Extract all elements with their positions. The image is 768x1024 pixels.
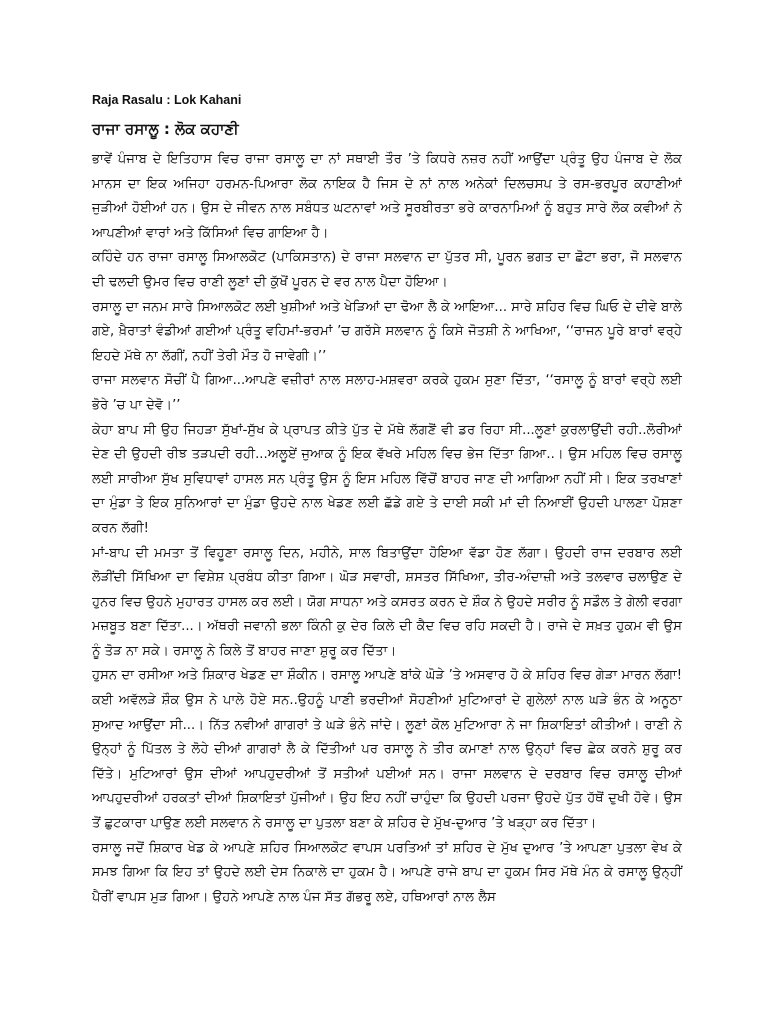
paragraph: ਕਹਿੰਦੇ ਹਨ ਰਾਜਾ ਰਸਾਲੂ ਸਿਆਲਕੋਟ (ਪਾਕਿਸਤਾਨ) ਦੇ ਰਾਜਾ ਸਲਵਾਨ ਦਾ ਪੁੱਤਰ ਸੀ, ਪੂਰਨ ਭਗਤ ਦਾ ਛੋਟਾ ਭਰਾ, ਜੋ ਸਲਵਾਨ ਦੀ ਢਲਦੀ ਉਮਰ ਵਿਚ ਰਾਣੀ ਲੂਣਾਂ ਦੀ ਕੁੱਖੋਂ ਪੂਰਨ ਦੇ ਵਰ ਨਾਲ ਪੈਦਾ ਹੋਇਆ। xyxy=(92,250,682,290)
paragraph: ਭਾਵੇਂ ਪੰਜਾਬ ਦੇ ਇਤਿਹਾਸ ਵਿਚ ਰਾਜਾ ਰਸਾਲੂ ਦਾ ਨਾਂ ਸਥਾਈ ਤੌਰ ’ਤੇ ਕਿਧਰੇ ਨਜ਼ਰ ਨਹੀਂ ਆਉਂਦਾ ਪ੍ਰੰਤੂ ਉਹ ਪੰਜਾਬ ਦੇ ਲੋਕ ਮਾਨਸ ਦਾ ਇਕ ਅਜਿਹਾ ਹਰਮਨ-ਪਿਆਰਾ ਲੋਕ ਨਾਇਕ ਹੈ ਜਿਸ ਦੇ ਨਾਂ ਨਾਲ ਅਨੇਕਾਂ ਦਿਲਚਸਪ ਤੇ ਰਸ-ਭਰਪੂਰ ਕਹਾਣੀਆਂ ਜੁੜੀਆਂ ਹੋਈਆਂ ਹਨ। ਉਸ ਦੇ ਜੀਵਨ ਨਾਲ ਸਬੰਧਤ ਘਟਨਾਵਾਂ ਅਤੇ ਸੂਰਬੀਰਤਾ ਭਰੇ ਕਾਰਨਾਮਿਆਂ ਨੂੰ ਬਹੁਤ ਸਾਰੇ ਲੋਕ ਕਵੀਆਂ ਨੇ ਆਪਣੀਆਂ ਵਾਰਾਂ ਅਤੇ ਕਿੱਸਿਆਂ ਵਿਚ ਗਾਇਆ ਹੈ। xyxy=(92,152,682,241)
paragraph: ਕੇਹਾ ਬਾਪ ਸੀ ਉਹ ਜਿਹੜਾ ਸੁੱਖਾਂ-ਸੁੱਖ ਕੇ ਪ੍ਰਾਪਤ ਕੀਤੇ ਪੁੱਤ ਦੇ ਮੱਥੇ ਲੱਗਣੋਂ ਵੀ ਡਰ ਰਿਹਾ ਸੀ...ਲੂਣਾਂ ਕੁਰਲਾਉਂਦੀ ਰਹੀ..ਲੋਰੀਆਂ ਦੇਣ ਦੀ ਉਹਦੀ ਰੀਝ ਤੜਪਦੀ ਰਹੀ...ਅਲੂਏਂ ਜੁਆਕ ਨੂੰ ਇਕ ਵੱਖਰੇ ਮਹਿਲ ਵਿਚ ਭੇਜ ਦਿੱਤਾ ਗਿਆ..। ਉਸ ਮਹਿਲ ਵਿਚ ਰਸਾਲੂ ਲਈ ਸਾਰੀਆ ਸੁੱਖ ਸੁਵਿਧਾਵਾਂ ਹਾਸਲ ਸਨ ਪ੍ਰੰਤੂ ਉਸ ਨੂੰ ਇਸ ਮਹਿਲ ਵਿੱਚੋਂ ਬਾਹਰ ਜਾਣ ਦੀ ਆਗਿਆ ਨਹੀਂ ਸੀ। ਇਕ ਤਰਖਾਣਾਂ ਦਾ ਮੁੰਡਾ ਤੇ ਇਕ ਸੁਨਿਆਰਾਂ ਦਾ ਮੁੰਡਾ ਉਹਦੇ ਨਾਲ ਖੇਡਣ ਲਈ ਛੱਡੇ ਗਏ ਤੇ ਦਾਈ ਸਕੀ ਮਾਂ ਦੀ ਨਿਆਈਂ ਉਹਦੀ ਪਾਲਣਾ ਪੋਸ਼ਣਾ ਕਰਨ ਲੱਗੀ! xyxy=(92,422,682,536)
document-body xyxy=(92,148,682,910)
paragraph: ਰਸਾਲੂ ਦਾ ਜਨਮ ਸਾਰੇ ਸਿਆਲਕੋਟ ਲਈ ਖੁਸ਼ੀਆਂ ਅਤੇ ਖੇੜਿਆਂ ਦਾ ਢੋਆ ਲੈ ਕੇ ਆਇਆ... ਸਾਰੇ ਸ਼ਹਿਰ ਵਿਚ ਘਿਓ ਦੇ ਦੀਵੇ ਬਾਲੇ ਗਏ, ਖ਼ੈਰਾਤਾਂ ਵੰਡੀਆਂ ਗਈਆਂ ਪ੍ਰੰਤੂ ਵਹਿਮਾਂ-ਭਰਮਾਂ ’ਚ ਗਰੱਸੇ ਸਲਵਾਨ ਨੂੰ ਕਿਸੇ ਜੋਤਸ਼ੀ ਨੇ ਆਖਿਆ, ‘‘ਰਾਜਨ ਪੂਰੇ ਬਾਰਾਂ ਵਰ੍ਹੇ ਇਹਦੇ ਮੱਥੇ ਨਾ ਲੱਗੀਂ, ਨਹੀਂ ਤੇਰੀ ਮੌਤ ਹੋ ਜਾਵੇਗੀ।’’ xyxy=(92,299,682,364)
paragraph: ਰਾਜਾ ਸਲਵਾਨ ਸੋਚੀਂ ਪੈ ਗਿਆ...ਆਪਣੇ ਵਜ਼ੀਰਾਂ ਨਾਲ ਸਲਾਹ-ਮਸ਼ਵਰਾ ਕਰਕੇ ਹੁਕਮ ਸੁਣਾ ਦਿੱਤਾ, ‘‘ਰਸਾਲੂ ਨੂੰ ਬਾਰਾਂ ਵਰ੍ਹੇ ਲਈ ਭੋਰੇ ’ਚ ਪਾ ਦੇਵੋ।’’ xyxy=(92,373,682,413)
document-title: ਰਾਜਾ ਰਸਾਲੂ : ਲੋਕ ਕਹਾਣੀ xyxy=(92,120,239,138)
paragraph: ਹੁਸਨ ਦਾ ਰਸੀਆ ਅਤੇ ਸ਼ਿਕਾਰ ਖੇਡਣ ਦਾ ਸ਼ੌਕੀਨ। ਰਸਾਲੂ ਆਪਣੇ ਬਾਂਕੇ ਘੋੜੇ ’ਤੇ ਅਸਵਾਰ ਹੋ ਕੇ ਸ਼ਹਿਰ ਵਿਚ ਗੇੜਾ ਮਾਰਨ ਲੱਗਾ! ਕਈ ਅਵੱਲੜੇ ਸ਼ੌਕ ਉਸ ਨੇ ਪਾਲੇ ਹੋਏ ਸਨ..ਉਹਨੂੰ ਪਾਣੀ ਭਰਦੀਆਂ ਸੋਹਣੀਆਂ ਮੁਟਿਆਰਾਂ ਦੇ ਗੁਲੇਲਾਂ ਨਾਲ ਘੜੇ ਭੰਨ ਕੇ ਅਨੂਠਾ ਸੁਆਦ ਆਉਂਦਾ ਸੀ...। ਨਿੱਤ ਨਵੀਆਂ ਗਾਗਰਾਂ ਤੇ ਘੜੇ ਭੰਨੇ ਜਾਂਦੇ। ਲੂਣਾਂ ਕੋਲ ਮੁਟਿਆਰਾ ਨੇ ਜਾ ਸ਼ਿਕਾਇਤਾਂ ਕੀਤੀਆਂ। ਰਾਣੀ ਨੇ ਉਨ੍ਹਾਂ ਨੂੰ ਪਿੱਤਲ ਤੇ ਲੋਹੇ ਦੀਆਂ ਗਾਗਰਾਂ ਲੈ ਕੇ ਦਿੱਤੀਆਂ ਪਰ ਰਸਾਲੂ ਨੇ ਤੀਰ ਕਮਾਣਾਂ ਨਾਲ ਉਨ੍ਹਾਂ ਵਿਚ ਛੇਕ ਕਰਨੇ ਸ਼ੁਰੂ ਕਰ ਦਿੱਤੇ। ਮੁਟਿਆਰਾਂ ਉਸ ਦੀਆਂ ਆਪਹੁਦਰੀਆਂ ਤੋਂ ਸਤੀਆਂ ਪਈਆਂ ਸਨ। ਰਾਜਾ ਸਲਵਾਨ ਦੇ ਦਰਬਾਰ ਵਿਚ ਰਸਾਲੂ ਦੀਆਂ ਆਪਹੁਦਰੀਆਂ ਹਰਕਤਾਂ ਦੀਆਂ ਸ਼ਿਕਾਇਤਾਂ ਪੁੱਜੀਆਂ। ਉਹ ਇਹ ਨਹੀਂ ਚਾਹੁੰਦਾ ਕਿ ਉਹਦੀ ਪਰਜਾ ਉਹਦੇ ਪੁੱਤ ਹੱਥੋਂ ਦੁਖੀ ਹੋਵੇ। ਉਸ ਤੋਂ ਛੁਟਕਾਰਾ ਪਾਉਣ ਲਈ ਸਲਵਾਨ ਨੇ ਰਸਾਲੂ ਦਾ ਪੁਤਲਾ ਬਣਾ ਕੇ ਸ਼ਹਿਰ ਦੇ ਮੁੱਖ-ਦੁਆਰ ’ਤੇ ਖੜ੍ਹਾ ਕਰ ਦਿੱਤਾ। xyxy=(92,668,682,832)
document-subtitle: Raja Rasalu : Lok Kahani xyxy=(92,93,242,107)
document-page xyxy=(92,92,682,910)
paragraph: ਰਸਾਲੂ ਜਦੋਂ ਸ਼ਿਕਾਰ ਖੇਡ ਕੇ ਆਪਣੇ ਸ਼ਹਿਰ ਸਿਆਲਕੋਟ ਵਾਪਸ ਪਰਤਿਆਂ ਤਾਂ ਸ਼ਹਿਰ ਦੇ ਮੁੱਖ ਦੁਆਰ ’ਤੇ ਆਪਣਾ ਪੁਤਲਾ ਵੇਖ ਕੇ ਸਮਝ ਗਿਆ ਕਿ ਇਹ ਤਾਂ ਉਹਦੇ ਲਈ ਦੇਸ ਨਿਕਾਲੇ ਦਾ ਹੁਕਮ ਹੈ। ਆਪਣੇ ਰਾਜੇ ਬਾਪ ਦਾ ਹੁਕਮ ਸਿਰ ਮੱਥੇ ਮੰਨ ਕੇ ਰਸਾਲੂ ਉਨ੍ਹੀਂ ਪੈਰੀਂ ਵਾਪਸ ਮੁੜ ਗਿਆ। ਉਹਨੇ ਆਪਣੇ ਨਾਲ ਪੰਜ ਸੱਤ ਗੱਭਰੂ ਲਏ, ਹਥਿਆਰਾਂ ਨਾਲ ਲੈਸ xyxy=(92,840,682,905)
paragraph: ਮਾਂ-ਬਾਪ ਦੀ ਮਮਤਾ ਤੋਂ ਵਿਹੂਣਾ ਰਸਾਲੂ ਦਿਨ, ਮਹੀਨੇ, ਸਾਲ ਬਿਤਾਉਂਦਾ ਹੋਇਆ ਵੱਡਾ ਹੋਣ ਲੱਗਾ। ਉਹਦੀ ਰਾਜ ਦਰਬਾਰ ਲਈ ਲੋੜੀਂਦੀ ਸਿੱਖਿਆ ਦਾ ਵਿਸ਼ੇਸ਼ ਪ੍ਰਬੰਧ ਕੀਤਾ ਗਿਆ। ਘੋੜ ਸਵਾਰੀ, ਸ਼ਸਤਰ ਸਿੱਖਿਆ, ਤੀਰ-ਅੰਦਾਜ਼ੀ ਅਤੇ ਤਲਵਾਰ ਚਲਾਉਣ ਦੇ ਹੁਨਰ ਵਿਚ ਉਹਨੇ ਮੁਹਾਰਤ ਹਾਸਲ ਕਰ ਲਈ। ਯੋਗ ਸਾਧਨਾ ਅਤੇ ਕਸਰਤ ਕਰਨ ਦੇ ਸ਼ੌਕ ਨੇ ਉਹਦੇ ਸਰੀਰ ਨੂੰ ਸਡੌਲ ਤੇ ਗੇਲੀ ਵਰਗਾ ਮਜ਼ਬੂਤ ਬਣਾ ਦਿੱਤਾ...। ਅੱਥਰੀ ਜਵਾਨੀ ਭਲਾ ਕਿੰਨੀ ਕੁ ਦੇਰ ਕਿਲੇ ਦੀ ਕੈਦ ਵਿਚ ਰਹਿ ਸਕਦੀ ਹੈ। ਰਾਜੇ ਦੇ ਸਖ਼ਤ ਹੁਕਮ ਵੀ ਉਸ ਨੂੰ ਤੋੜ ਨਾ ਸਕੇ। ਰਸਾਲੂ ਨੇ ਕਿਲੇ ਤੋਂ ਬਾਹਰ ਜਾਣਾ ਸ਼ੁਰੂ ਕਰ ਦਿੱਤਾ। xyxy=(92,545,683,659)
